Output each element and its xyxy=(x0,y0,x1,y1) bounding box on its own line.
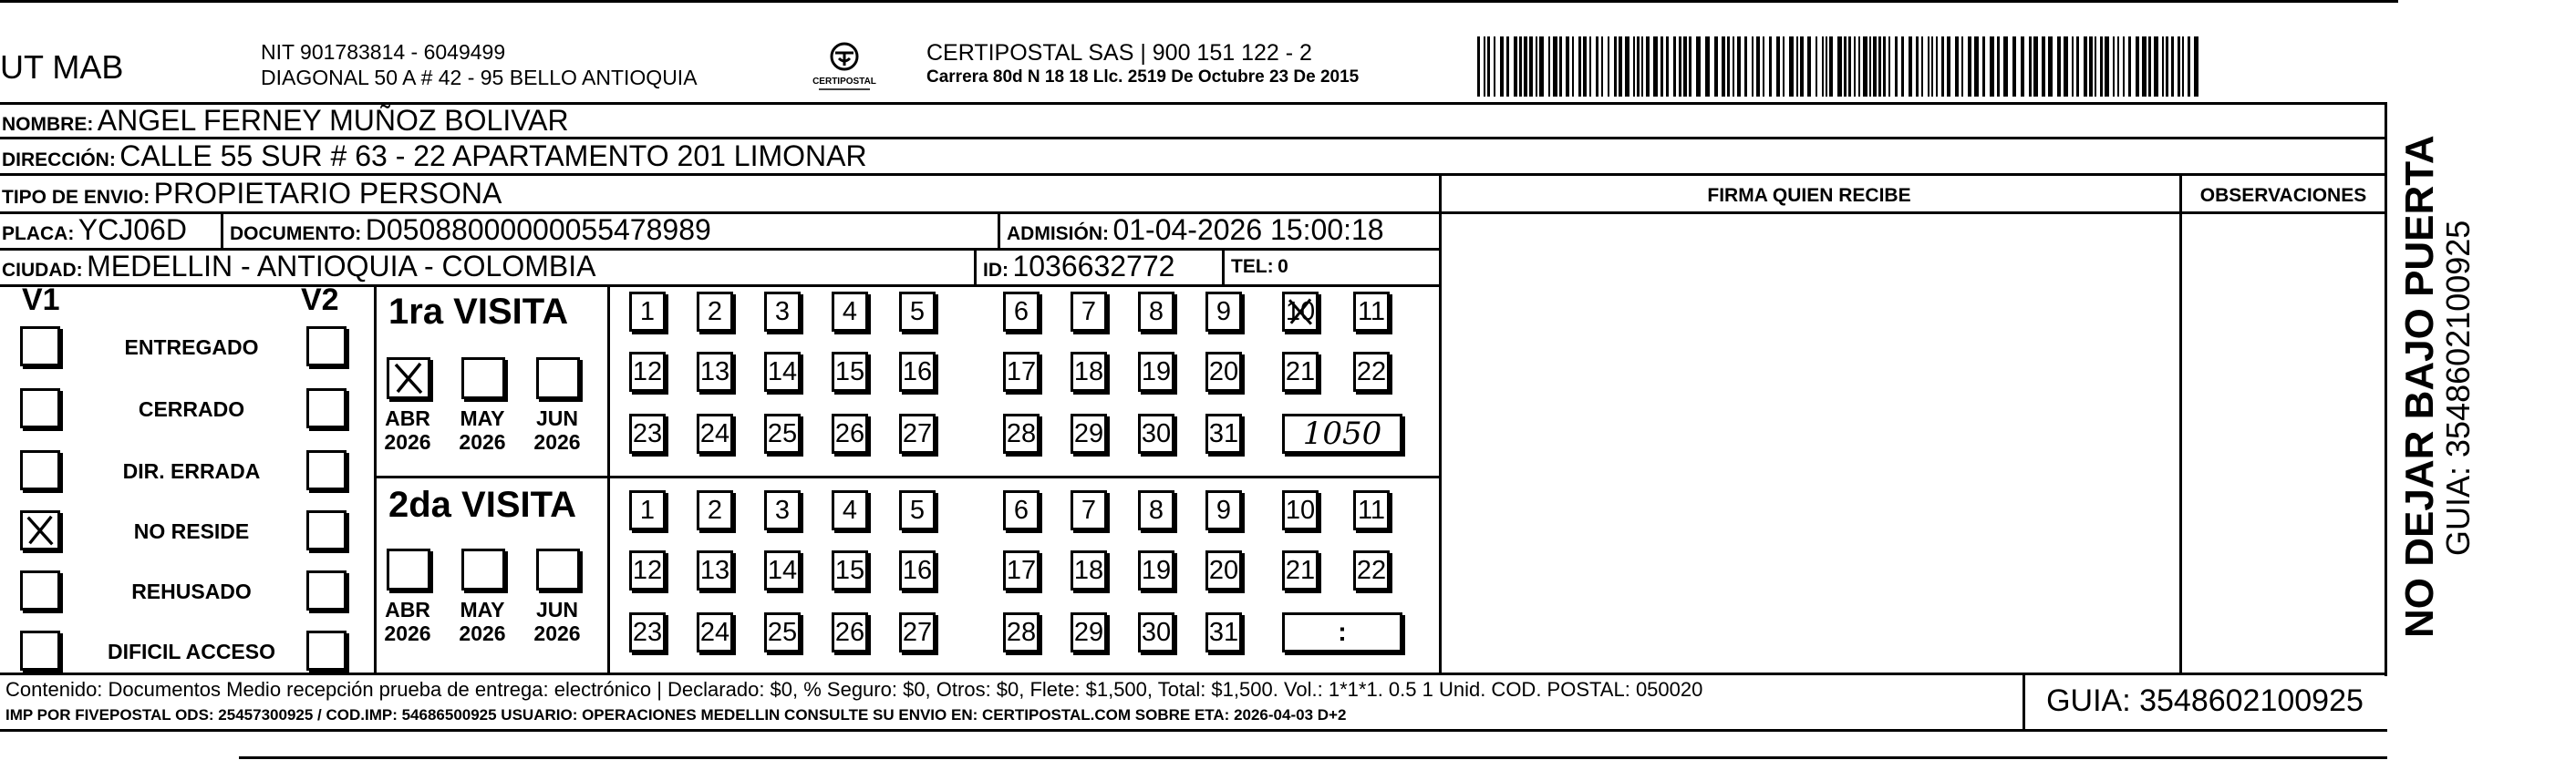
barcode-bar xyxy=(1572,36,1574,97)
barcode-bar xyxy=(1519,36,1522,97)
barcode-bar xyxy=(1548,36,1550,97)
day-box[interactable]: 19 xyxy=(1138,550,1174,591)
barcode-bar xyxy=(1625,36,1629,97)
barcode-bar xyxy=(2128,36,2131,97)
day-box[interactable]: 17 xyxy=(1003,352,1040,392)
first-visit-title: 1ra VISITA xyxy=(388,292,569,332)
day-box[interactable]: 11 xyxy=(1353,490,1390,530)
day-box[interactable]: 20 xyxy=(1205,352,1242,392)
barcode-bar xyxy=(1608,36,1609,97)
barcode-bar xyxy=(1807,36,1811,97)
time-box[interactable]: : xyxy=(1282,612,1402,652)
barcode-bar xyxy=(1484,36,1485,97)
barcode-bar xyxy=(1854,36,1856,97)
barcode-bar xyxy=(1873,36,1877,97)
barcode-bar xyxy=(1941,36,1944,97)
day-box[interactable]: 21 xyxy=(1282,352,1319,392)
signature-left xyxy=(1439,173,1442,673)
barcode-bar xyxy=(2117,36,2119,97)
v1-checkbox[interactable] xyxy=(20,450,60,490)
row-2-divider xyxy=(0,173,2387,176)
barcode-bar xyxy=(2182,36,2184,97)
v1-header: V1 xyxy=(22,282,60,317)
tel-divider xyxy=(1222,248,1225,284)
plate-divider xyxy=(221,211,223,248)
barcode-bar xyxy=(1673,36,1676,97)
barcode-bar xyxy=(1487,36,1490,97)
barcode-bar xyxy=(2029,36,2032,97)
barcode-bar xyxy=(2003,36,2008,97)
month-label: JUN 2026 xyxy=(533,598,581,646)
day-box[interactable]: 15 xyxy=(832,550,868,591)
recipient-address: CALLE 55 SUR # 63 - 22 APARTAMENTO 201 LIMONAR xyxy=(119,139,867,172)
address-text: DIAGONAL 50 A # 42 - 95 BELLO ANTIOQUIA xyxy=(261,66,698,89)
day-box[interactable]: 22 xyxy=(1353,550,1390,591)
admission-value: 01-04-2026 15:00:18 xyxy=(1112,213,1384,246)
barcode-bar xyxy=(1955,36,1959,97)
barcode-bar xyxy=(1727,36,1730,97)
v2-header: V2 xyxy=(301,282,339,317)
barcode-bar xyxy=(1689,36,1691,97)
barcode-bar xyxy=(1928,36,1929,97)
row-5-divider xyxy=(0,284,1439,287)
document-value: D05088000000055478989 xyxy=(365,213,711,246)
day-box[interactable]: 16 xyxy=(899,352,936,392)
day-box[interactable]: 31 xyxy=(1205,612,1242,652)
barcode-bar xyxy=(2113,36,2115,97)
barcode-bar xyxy=(2171,36,2174,97)
day-box[interactable]: 31 xyxy=(1205,414,1242,454)
barcode-bar xyxy=(2148,36,2151,97)
barcode-bar xyxy=(1583,36,1587,97)
barcode-bar xyxy=(1974,36,1979,97)
name-label: NOMBRE: xyxy=(2,114,94,135)
day-box[interactable]: 27 xyxy=(899,414,936,454)
day-box[interactable]: 19 xyxy=(1138,352,1174,392)
month-label: MAY 2026 xyxy=(459,598,506,646)
month-label: JUN 2026 xyxy=(533,406,581,455)
day-box[interactable]: 4 xyxy=(832,292,868,332)
barcode-bar xyxy=(1619,36,1622,97)
barcode-bar xyxy=(2095,36,2096,97)
day-box[interactable]: 18 xyxy=(1071,550,1107,591)
city-row xyxy=(2,252,595,281)
month-label: ABR 2026 xyxy=(384,598,431,646)
barcode-bar xyxy=(1737,36,1741,97)
day-box[interactable]: 15 xyxy=(832,352,868,392)
footer-line-1: Contenido: Documentos Medio recepción prueba de entrega: electrónico | Declarado: $0, % Seguro: $0, Otros: $0, Flete: $1,500, Total: $1,500. Vol.: 1*1*1. 0.5 1 Unid. COD. POSTAL: 050020 xyxy=(5,678,1703,701)
barcode-bar xyxy=(1660,36,1663,97)
barcode-bar xyxy=(1858,36,1860,97)
day-box[interactable]: 12 xyxy=(629,352,666,392)
type-row xyxy=(2,179,502,208)
plate-row xyxy=(2,215,187,244)
barcode-bar xyxy=(2142,36,2147,97)
day-box[interactable]: 24 xyxy=(697,612,733,652)
v2-checkbox[interactable] xyxy=(306,510,347,550)
footer-line-2: IMP POR FIVEPOSTAL ODS: 25457300925 / COD.IMP: 54686500925 USUARIO: OPERACIONES MEDELLIN CONSULTE SU ENVIO EN: CERTIPOSTAL.COM SOBRE ETA: 2026-04-03 D+2 xyxy=(5,706,1347,724)
barcode-bar xyxy=(1909,36,1912,97)
barcode-bar xyxy=(2178,36,2180,97)
day-box[interactable]: 22 xyxy=(1353,352,1390,392)
barcode-bar xyxy=(1796,36,1798,97)
day-box[interactable]: 6 xyxy=(1003,490,1040,530)
shipment-type: PROPIETARIO PERSONA xyxy=(153,177,502,210)
barcode-bar xyxy=(1679,36,1681,97)
barcode-bar xyxy=(2162,36,2164,97)
barcode-bar xyxy=(1722,36,1725,97)
id-value: 1036632772 xyxy=(1012,250,1175,282)
v2-checkbox[interactable] xyxy=(306,326,347,366)
barcode-bar xyxy=(1878,36,1881,97)
day-box[interactable]: 23 xyxy=(629,612,666,652)
barcode-bar xyxy=(1596,36,1598,97)
barcode-bar xyxy=(1683,36,1687,97)
company-short: UT MAB xyxy=(0,48,124,86)
barcode-bar xyxy=(1614,36,1617,97)
barcode-bar xyxy=(2012,36,2016,97)
company-name: CERTIPOSTAL SAS | 900 151 122 - 2 xyxy=(926,40,1312,66)
svg-text:CERTIPOSTAL: CERTIPOSTAL xyxy=(812,77,876,87)
barcode-bar xyxy=(2042,36,2045,97)
v1-checkbox[interactable] xyxy=(20,570,60,611)
day-box[interactable]: 26 xyxy=(832,612,868,652)
recipient-name: ANGEL FERNEY MUÑOZ BOLIVAR xyxy=(97,104,569,137)
observations-left xyxy=(2179,173,2182,673)
barcode-bar xyxy=(1566,36,1569,97)
plate-value: YCJ06D xyxy=(78,213,187,246)
month-checkbox[interactable] xyxy=(461,357,505,399)
visit-month-divider xyxy=(607,284,610,673)
barcode-bar xyxy=(1752,36,1754,97)
barcode-bar xyxy=(1916,36,1919,97)
barcode-bar xyxy=(2033,36,2038,97)
barcode-bar xyxy=(1961,36,1963,97)
signature-header: FIRMA QUIEN RECIBE xyxy=(1707,185,1911,206)
day-box[interactable]: 30 xyxy=(1138,612,1174,652)
day-box[interactable]: 5 xyxy=(899,292,936,332)
day-box[interactable]: 24 xyxy=(697,414,733,454)
barcode-bar xyxy=(1921,36,1923,97)
frame-right xyxy=(2385,102,2387,676)
barcode-bar xyxy=(1653,36,1658,97)
v1-checkbox[interactable] xyxy=(20,631,60,671)
address-row xyxy=(2,141,867,170)
barcode-bar xyxy=(1829,36,1833,97)
visit-separator xyxy=(374,476,1439,478)
nit-text: NIT 901783814 - 6049499 xyxy=(261,40,506,64)
day-box[interactable]: 25 xyxy=(764,612,801,652)
admission-cell xyxy=(1007,215,1384,244)
barcode-bar xyxy=(1968,36,1971,97)
day-box[interactable]: 4 xyxy=(832,490,868,530)
observations-header: OBSERVACIONES xyxy=(2199,185,2367,206)
day-box[interactable]: 2 xyxy=(697,292,733,332)
barcode-bar xyxy=(2076,36,2079,97)
city-label: CIUDAD: xyxy=(2,260,83,281)
header-sub-divider xyxy=(1439,211,2387,213)
day-box[interactable]: 10 xyxy=(1282,490,1319,530)
barcode-bar xyxy=(1539,36,1544,97)
top-rule xyxy=(0,0,2398,3)
barcode-bar xyxy=(1776,36,1780,97)
address-label: DIRECCIÓN: xyxy=(2,149,116,170)
barcode-bar xyxy=(1816,36,1817,97)
day-box[interactable]: 1 xyxy=(629,490,666,530)
barcode-bar xyxy=(1822,36,1824,97)
day-box[interactable]: 25 xyxy=(764,414,801,454)
month-label: MAY 2026 xyxy=(459,406,506,455)
day-box[interactable]: 26 xyxy=(832,414,868,454)
footer-guia: GUIA: 3548602100925 xyxy=(2046,683,2364,718)
tel-cell xyxy=(1231,257,1288,276)
barcode-bar xyxy=(2089,36,2093,97)
reason-label: CERRADO xyxy=(138,397,245,421)
side-guia: GUIA: 3548602100925 xyxy=(2439,220,2477,556)
barcode-bar xyxy=(2072,36,2074,97)
day-box[interactable]: 5 xyxy=(899,490,936,530)
barcode-bar xyxy=(1696,36,1701,97)
barcode-bar xyxy=(1641,36,1643,97)
document-cell xyxy=(230,215,711,244)
barcode-bar xyxy=(1844,36,1847,97)
id-label: ID: xyxy=(983,260,1009,281)
day-box[interactable]: 18 xyxy=(1071,352,1107,392)
barcode-bar xyxy=(1990,36,1994,97)
barcode-bar xyxy=(1733,36,1734,97)
barcode-bar xyxy=(1506,36,1509,97)
barcode-bar xyxy=(2105,36,2109,97)
day-box[interactable]: 3 xyxy=(764,292,801,332)
barcode-bar xyxy=(2048,36,2053,97)
day-box[interactable]: 7 xyxy=(1071,490,1107,530)
barcode-bar xyxy=(1666,36,1669,97)
time-box[interactable]: 1050 xyxy=(1282,414,1402,454)
barcode-bar xyxy=(2154,36,2158,97)
barcode-bar xyxy=(2021,36,2024,97)
barcode-bar xyxy=(2100,36,2103,97)
month-checkbox[interactable] xyxy=(387,357,430,399)
barcode-bar xyxy=(1883,36,1886,97)
barcode-bar xyxy=(1633,36,1635,97)
day-box[interactable]: 3 xyxy=(764,490,801,530)
barcode-bar xyxy=(1848,36,1851,97)
tel-label: TEL: xyxy=(1231,256,1274,277)
footer-bottom xyxy=(0,729,2387,732)
day-box[interactable]: 1 xyxy=(629,292,666,332)
day-box[interactable]: 7 xyxy=(1071,292,1107,332)
day-box[interactable]: 9 xyxy=(1205,490,1242,530)
day-box[interactable]: 14 xyxy=(764,550,801,591)
barcode-bar xyxy=(1705,36,1710,97)
month-label: ABR 2026 xyxy=(384,406,431,455)
second-visit-title: 2da VISITA xyxy=(388,485,576,525)
barcode-bar xyxy=(1714,36,1718,97)
day-box[interactable]: 29 xyxy=(1071,612,1107,652)
barcode-bar xyxy=(1863,36,1867,97)
side-warning: NO DEJAR BAJO PUERTA xyxy=(2397,135,2442,638)
v2-checkbox[interactable] xyxy=(306,631,347,671)
barcode-bar xyxy=(1524,36,1527,97)
barcode-bar xyxy=(1936,36,1938,97)
plate-label: PLACA: xyxy=(2,223,75,244)
license-text: Carrera 80d N 18 18 Llc. 2519 De Octubre 23 De 2015 xyxy=(926,67,1360,87)
barcode-bar xyxy=(1763,36,1764,97)
barcode-bar xyxy=(2194,36,2198,97)
barcode-bar xyxy=(1494,36,1495,97)
barcode-bar xyxy=(1947,36,1950,97)
barcode-bar xyxy=(1997,36,2000,97)
day-box[interactable]: 21 xyxy=(1282,550,1319,591)
day-box[interactable]: 11 xyxy=(1353,292,1390,332)
barcode-bar xyxy=(2123,36,2125,97)
month-checkbox[interactable] xyxy=(387,549,430,591)
day-box[interactable]: 23 xyxy=(629,414,666,454)
barcode-bar xyxy=(1888,36,1890,97)
id-cell xyxy=(983,252,1174,281)
day-box[interactable]: 13 xyxy=(697,550,733,591)
admission-divider xyxy=(998,211,1000,248)
barcode-bar xyxy=(1837,36,1842,97)
day-box[interactable]: 17 xyxy=(1003,550,1040,591)
barcode-bar xyxy=(1529,36,1533,97)
barcode-bar xyxy=(1536,36,1537,97)
city-value: MEDELLIN - ANTIOQUIA - COLOMBIA xyxy=(87,250,596,282)
barcode-bar xyxy=(1500,36,1504,97)
month-checkbox[interactable] xyxy=(536,357,580,399)
reason-label: NO RESIDE xyxy=(133,519,250,543)
barcode-bar xyxy=(1789,36,1794,97)
day-box[interactable]: 16 xyxy=(899,550,936,591)
day-box[interactable]: 10 xyxy=(1282,292,1319,332)
barcode-bar xyxy=(1601,36,1603,97)
v1-checkbox[interactable] xyxy=(20,326,60,366)
barcode-bar xyxy=(1637,36,1640,97)
barcode-bar xyxy=(1578,36,1581,97)
day-box[interactable]: 30 xyxy=(1138,414,1174,454)
barcode-bar xyxy=(1869,36,1871,97)
reason-label: ENTREGADO xyxy=(124,335,259,359)
v2-checkbox[interactable] xyxy=(306,388,347,428)
day-box[interactable]: 27 xyxy=(899,612,936,652)
day-box[interactable]: 29 xyxy=(1071,414,1107,454)
barcode-bar xyxy=(1553,36,1557,97)
day-box[interactable]: 9 xyxy=(1205,292,1242,332)
barcode-bar xyxy=(1895,36,1898,97)
barcode-bar xyxy=(2064,36,2068,97)
barcode-bar xyxy=(1826,36,1827,97)
day-box[interactable]: 20 xyxy=(1205,550,1242,591)
barcode-bar xyxy=(1589,36,1591,97)
reason-label: REHUSADO xyxy=(131,580,252,603)
barcode-bar xyxy=(2084,36,2087,97)
reason-label: DIFICIL ACCESO xyxy=(107,640,275,663)
v1-checkbox[interactable] xyxy=(20,510,60,550)
barcode-bar xyxy=(1800,36,1804,97)
day-box[interactable]: 12 xyxy=(629,550,666,591)
day-box[interactable]: 13 xyxy=(697,352,733,392)
barcode-bar xyxy=(1756,36,1760,97)
barcode-bar xyxy=(1901,36,1904,97)
day-box[interactable]: 28 xyxy=(1003,414,1040,454)
barcode-bar xyxy=(2057,36,2061,97)
barcode-bar xyxy=(1982,36,1985,97)
barcode-bar xyxy=(1744,36,1747,97)
document-label: DOCUMENTO: xyxy=(230,223,362,244)
footer-top xyxy=(0,673,2387,675)
tel-value: 0 xyxy=(1278,256,1288,277)
certipostal-logo xyxy=(808,40,881,95)
barcode-bar xyxy=(2166,36,2168,97)
name-row xyxy=(2,106,569,135)
v2-checkbox[interactable] xyxy=(306,450,347,490)
admission-label: ADMISIÓN: xyxy=(1007,223,1109,244)
reason-label: DIR. ERRADA xyxy=(122,459,261,483)
v2-checkbox[interactable] xyxy=(306,570,347,611)
barcode-bar xyxy=(2188,36,2190,97)
month-checkbox[interactable] xyxy=(536,549,580,591)
barcode-bar xyxy=(1514,36,1517,97)
barcode-bar xyxy=(1477,36,1480,97)
barcode-bar xyxy=(1783,36,1785,97)
barcode-bar xyxy=(1646,36,1650,97)
day-box[interactable]: 8 xyxy=(1138,490,1174,530)
month-checkbox[interactable] xyxy=(461,549,505,591)
day-box[interactable]: 2 xyxy=(697,490,733,530)
barcode xyxy=(1477,36,2207,97)
id-divider xyxy=(974,248,977,284)
barcode-bar xyxy=(2136,36,2139,97)
v1-checkbox[interactable] xyxy=(20,388,60,428)
day-box[interactable]: 14 xyxy=(764,352,801,392)
day-box[interactable]: 28 xyxy=(1003,612,1040,652)
bottom-rule xyxy=(239,756,2387,759)
barcode-bar xyxy=(1769,36,1772,97)
barcode-bar xyxy=(1931,36,1933,97)
barcode-bar xyxy=(1559,36,1562,97)
type-label: TIPO DE ENVIO: xyxy=(2,187,150,208)
day-box[interactable]: 6 xyxy=(1003,292,1040,332)
day-box[interactable]: 8 xyxy=(1138,292,1174,332)
